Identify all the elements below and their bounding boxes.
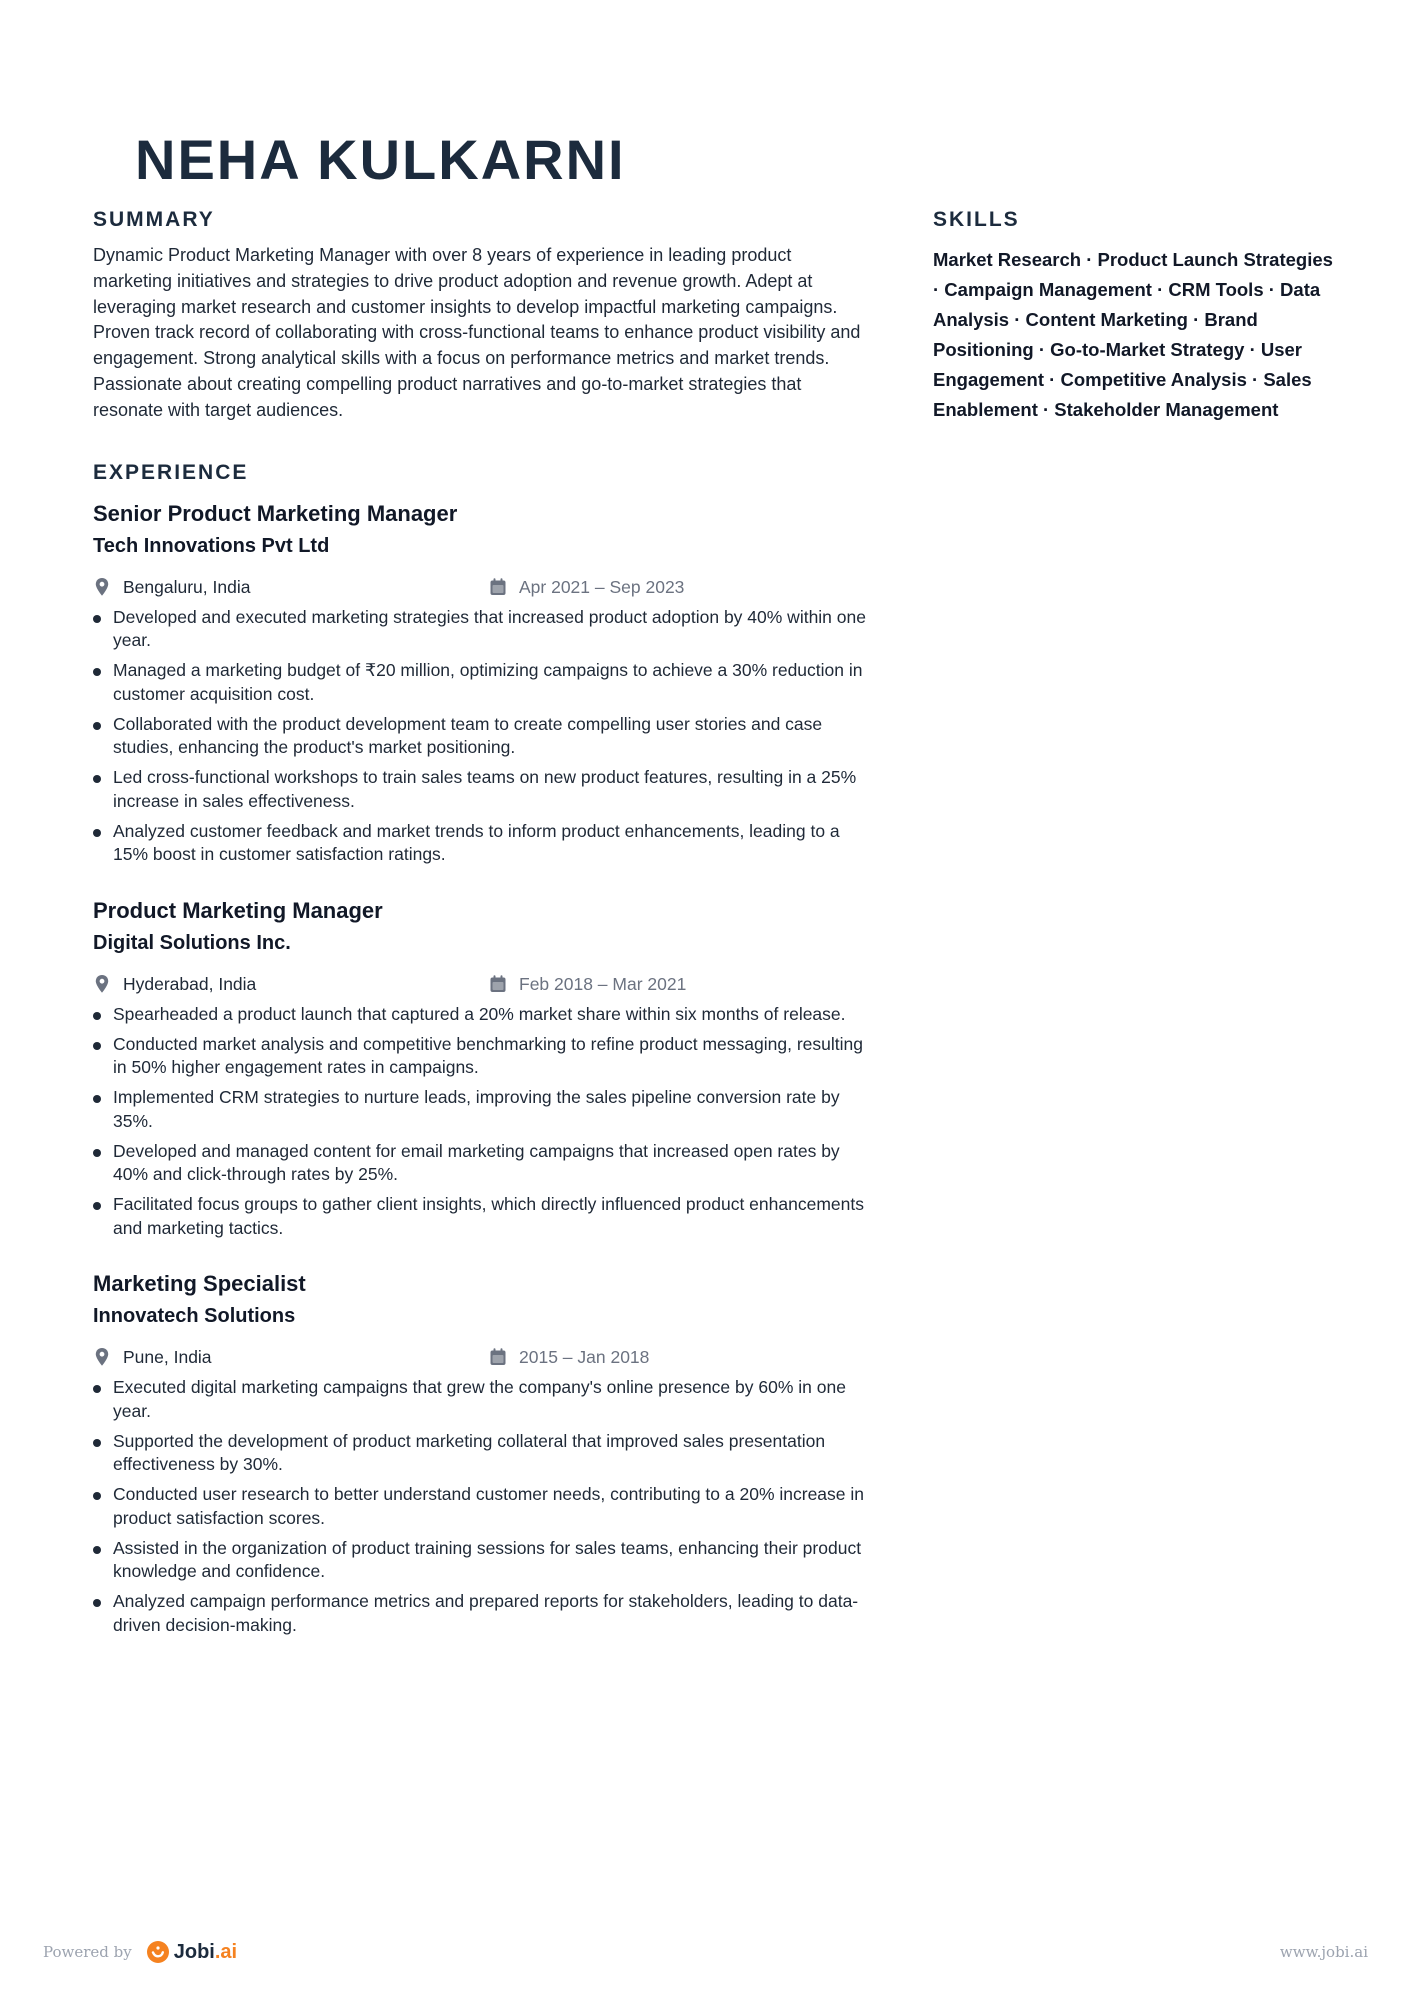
job-location — [93, 1344, 489, 1370]
achievement-text: Implemented CRM strategies to nurture leads, improving the sales pipeline conversion rate by 35%. — [113, 1087, 840, 1131]
brand-accent: .ai — [214, 1940, 238, 1963]
achievement-item — [93, 1590, 868, 1637]
summary-heading: SUMMARY — [93, 208, 215, 231]
dates-text: Apr 2021 – Sep 2023 — [519, 576, 685, 597]
location-text: Hyderabad, India — [123, 973, 257, 994]
job-meta — [93, 1344, 868, 1370]
achievement-item — [93, 1086, 868, 1133]
skills-section — [933, 205, 1333, 425]
achievement-item — [93, 1483, 868, 1530]
powered-by-footer[interactable] — [43, 1940, 237, 1964]
achievement-item — [93, 659, 868, 706]
bullet-dot-icon — [93, 1042, 101, 1050]
map-pin-icon — [93, 1347, 111, 1367]
summary-text: Dynamic Product Marketing Manager with over 8 years of experience in leading product marketing initiatives and strategies to drive product adoption and revenue growth. Adept at leveraging market research and customer insights to develop impactful marketing campaigns. Proven track record of collaborating with cross-functional teams to enhance product visibility and engagement. Strong analytical skills with a focus on performance metrics and market trends. Passionate about creating compelling product narratives and go-to-market strategies that resonate with target audiences. — [93, 245, 861, 420]
location-text: Pune, India — [123, 1347, 212, 1368]
bullet-dot-icon — [93, 1599, 101, 1607]
job-meta — [93, 574, 868, 600]
job-location — [93, 971, 489, 997]
achievement-list — [93, 1376, 868, 1637]
bullet-dot-icon — [93, 722, 101, 730]
achievement-item — [93, 1140, 868, 1187]
achievement-list — [93, 606, 868, 867]
job-location — [93, 574, 489, 600]
achievement-item — [93, 1430, 868, 1477]
calendar-icon — [489, 1347, 507, 1367]
bullet-dot-icon — [93, 1012, 101, 1020]
bullet-dot-icon — [93, 1202, 101, 1210]
achievement-item — [93, 606, 868, 653]
achievement-text: Spearheaded a product launch that captured a 20% market share within six months of release. — [113, 1003, 846, 1024]
bullet-dot-icon — [93, 1439, 101, 1447]
job-company: Digital Solutions Inc. — [93, 931, 291, 954]
website-link[interactable]: www.jobi.ai — [1279, 1943, 1368, 1961]
dates-text: 2015 – Jan 2018 — [519, 1347, 650, 1368]
summary-section — [93, 205, 868, 424]
achievement-text: Assisted in the organization of product training sessions for sales teams, enhancing their product knowledge and confidence. — [113, 1537, 862, 1582]
job-dates — [489, 574, 684, 600]
map-pin-icon — [93, 577, 111, 597]
achievement-item — [93, 820, 868, 867]
job-entry — [93, 895, 868, 1241]
calendar-icon — [489, 974, 507, 994]
achievement-text: Managed a marketing budget of ₹20 million, optimizing campaigns to achieve a 30% reduction in customer acquisition cost. — [113, 660, 863, 704]
bullet-dot-icon — [93, 668, 101, 676]
candidate-name: NEHA KULKARNI — [135, 128, 626, 191]
achievement-text: Analyzed customer feedback and market trends to inform product enhancements, leading to a 15% boost in customer satisfaction ratings. — [113, 820, 840, 865]
skills-heading: SKILLS — [933, 208, 1020, 231]
dates-text: Feb 2018 – Mar 2021 — [519, 973, 687, 994]
achievement-item — [93, 1537, 868, 1584]
job-meta — [93, 971, 868, 997]
job-company: Tech Innovations Pvt Ltd — [93, 534, 330, 557]
job-dates — [489, 971, 686, 997]
job-dates — [489, 1344, 649, 1370]
experience-heading: EXPERIENCE — [93, 460, 249, 484]
sidebar-column — [933, 205, 1333, 425]
map-pin-icon — [93, 974, 111, 994]
achievement-text: Executed digital marketing campaigns that grew the company's online presence by 60% in one year. — [113, 1377, 846, 1421]
jobi-brand — [174, 1941, 237, 1964]
brand-main: Jobi — [173, 1940, 215, 1963]
achievement-item — [93, 1033, 868, 1080]
achievement-text: Developed and executed marketing strategies that increased product adoption by 40% within one year. — [113, 606, 866, 651]
job-title: Marketing Specialist — [93, 1271, 306, 1297]
job-title: Product Marketing Manager — [93, 897, 383, 923]
achievement-text: Facilitated focus groups to gather client insights, which directly influenced product enhancements and marketing tactics. — [113, 1194, 864, 1238]
bullet-dot-icon — [93, 1095, 101, 1103]
achievement-text: Analyzed campaign performance metrics and prepared reports for stakeholders, leading to data-driven decision-making. — [113, 1591, 859, 1635]
achievement-list — [93, 1003, 868, 1241]
jobi-logo-icon — [146, 1940, 170, 1964]
achievement-item — [93, 1193, 868, 1240]
job-entry — [93, 1268, 868, 1637]
achievement-text: Developed and managed content for email marketing campaigns that increased open rates by 40% and click-through rates by 25%. — [113, 1140, 840, 1185]
job-title: Senior Product Marketing Manager — [93, 500, 458, 526]
achievement-text: Conducted market analysis and competitive benchmarking to refine product messaging, resulting in 50% higher engagement rates in campaigns. — [113, 1033, 863, 1078]
main-column — [93, 205, 868, 1644]
achievement-item — [93, 766, 868, 813]
powered-by-label: Powered by — [43, 1943, 132, 1961]
job-entry — [93, 498, 868, 867]
achievement-text: Collaborated with the product development team to create compelling user stories and case studies, enhancing the product's market positioning. — [113, 713, 823, 758]
achievement-text: Led cross-functional workshops to train sales teams on new product features, resulting in a 25% increase in sales effectiveness. — [113, 767, 857, 811]
bullet-dot-icon — [93, 1546, 101, 1554]
bullet-dot-icon — [93, 1149, 101, 1157]
skills-list: Market Research · Product Launch Strategies · Campaign Management · CRM Tools · Data Analysis · Content Marketing · Brand Positioning · Go-to-Market Strategy · User Engagement · Competitive Analysis · Sales Enablement · Stakeholder Management — [933, 249, 1333, 420]
bullet-dot-icon — [93, 615, 101, 623]
bullet-dot-icon — [93, 775, 101, 783]
job-company: Innovatech Solutions — [93, 1305, 296, 1328]
experience-section — [93, 458, 868, 1638]
achievement-text: Supported the development of product marketing collateral that improved sales presentation effectiveness by 30%. — [113, 1430, 826, 1475]
achievement-item — [93, 713, 868, 760]
location-text: Bengaluru, India — [123, 576, 251, 597]
calendar-icon — [489, 577, 507, 597]
bullet-dot-icon — [93, 829, 101, 837]
bullet-dot-icon — [93, 1492, 101, 1500]
achievement-text: Conducted user research to better understand customer needs, contributing to a 20% increase in product satisfaction scores. — [113, 1484, 864, 1528]
bullet-dot-icon — [93, 1385, 101, 1393]
achievement-item — [93, 1376, 868, 1423]
achievement-item — [93, 1003, 868, 1027]
